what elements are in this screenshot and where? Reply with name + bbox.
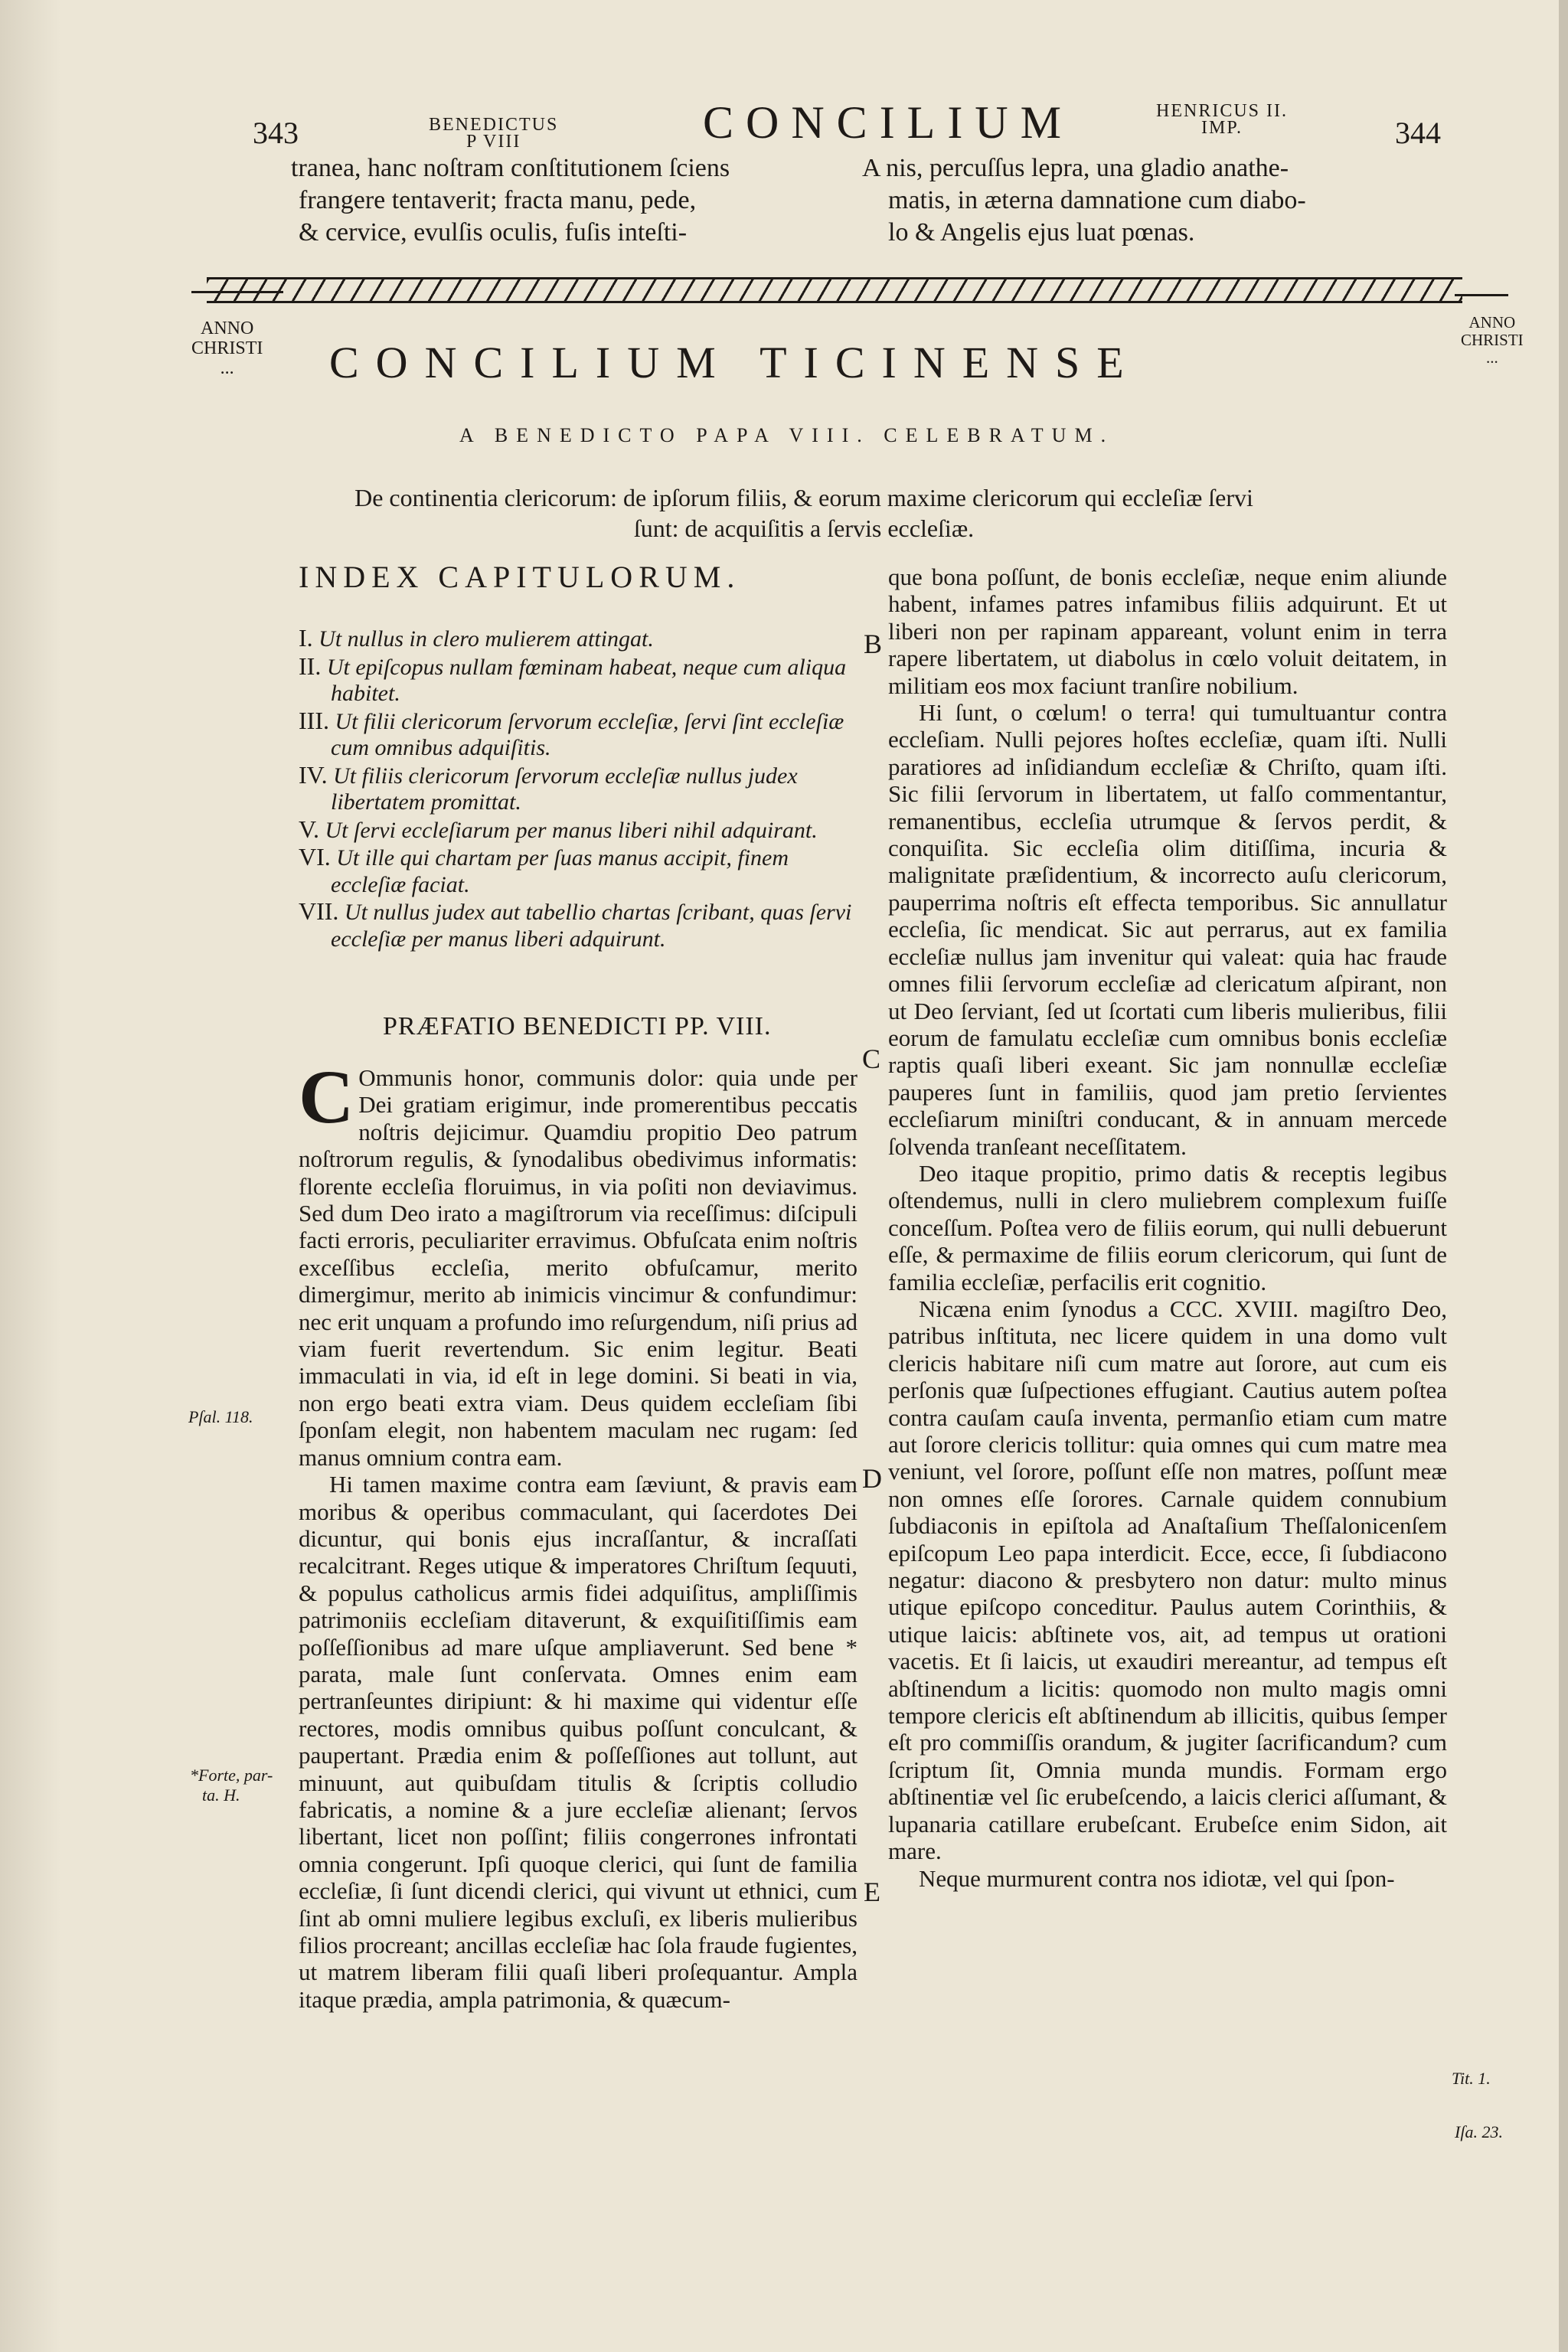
index-list [299,625,858,952]
running-head-left-line2: P VIII [466,132,521,152]
running-head-right-line2: IMP. [1200,118,1243,138]
left-column-text [299,1054,858,2013]
page-number-left: 343 [253,116,299,150]
side-note-right-line2: CHRISTI [1461,331,1524,349]
praefatio-paragraph-1-text: Ommunis honor, communis dolor: quia unde per Dei gratiam erigimur, inde promerentibus peccatis noſtris dejicimur. Quamdiu propitio Deo patrum noſtrorum regulis, & ſynodalibus obedivimus informatis: florente eccleſia floruimus, in via poſiti non deviavimus. Sed dum Deo irato a magiſtrorum via receſſimus: diſcipuli facti erroris, peculiariter erravimus. Obfuſcata enim noſtris exceſſibus eccleſia, merito obfuſcamur, merito dimergimur, merito ab inimicis vincimur & confundimur: nec erit unquam a profundo imo reſurgendum, niſi prius ad viam fuerit revertendum. Sic enim legitur. Beati immaculati in via, id eſt in lege domini. Si beati in via, non ergo beati extra viam. Deus quidem eccleſiam ſibi ſponſam elegit, non habentem maculam nec rugam: ſed manus omnium contra eam. [299,1064,858,1471]
margin-note-isaiah: Iſa. 23. [1455,2122,1503,2141]
section-marker-b: B [864,629,883,659]
section-marker-d: D [862,1463,882,1494]
subtitle: A BENEDICTO PAPA VIII. CELEBRATUM. [459,424,1115,446]
side-note-left-line2: CHRISTI [191,338,263,358]
continuation-left-line-2: frangere tentaverit; fracta manu, pede, [299,186,697,214]
index-item [299,625,858,653]
index-item [299,707,858,762]
margin-note-forte-line2: ta. H. [202,1785,240,1805]
margin-note-forte [190,1766,273,1805]
side-note-left-line1: ANNO [201,318,254,338]
continuation-left-line-3: & cervice, evulſis oculis, fuſis inteſti- [299,218,688,247]
index-item [299,816,858,844]
index-item [299,762,858,816]
margin-note-titus: Tit. 1. [1452,2069,1491,2088]
right-paragraph-2: Hi ſunt, o cœlum! o terra! qui tumultuantur contra eccleſiam. Nulli pejores hoſtes eccleſiæ, quam iſti. Nulli paratiores ad inſidiandum eccleſiæ & Chriſto, quam iſti. Sic filii ſervorum in libertatem, ut falſo commentantur, remanentibus, eccleſia utrumque & ſervos perdit, & conquiſita. Sic eccleſia olim ditiſſima, incuria & malignitate præſidentium, & incorrecto auſu clericorum, pauperrima noſtris eſt effecta temporibus. Sic annullatur eccleſia, ſic mendicat. Sic aut perrarus, aut ex familia eccleſiæ nullus jam invenitur qui valeat: quia hac fraude omnes filii ſervorum eccleſiæ ad clericatum aſpirant, non ut Deo ſerviant, ſed ut ſcortati cum liberis mulieribus, filii eorum de famulatu eccleſiæ cum omnibus bonis eccleſiæ raptis quaſi liberi exeant. Sic jam nonnullæ eccleſiæ pauperes ſunt in familiis, quod jam pretio ſervientes eccleſiarum miniſtri conducant, & in annuam mercede ſolvenda tranſeant neceſſitatem. [888,699,1447,1160]
index-item-number: III. [299,706,329,734]
right-paragraph-5: Neque murmurent contra nos idiotæ, vel qui ſpon- [919,1864,1395,1892]
index-item-text: Ut filii clericorum ſervorum eccleſiæ, ſervi ſint eccleſiæ cum omnibus adquiſitis. [331,708,844,760]
side-note-anno-christi-left [191,318,263,378]
index-heading: INDEX CAPITULORUM. [299,560,741,594]
index-item [299,844,858,898]
index-item-text: Ut nullus in clero mulierem attingat. [318,626,654,652]
index-item-number: VI. [299,843,331,871]
index-item-number: V. [299,815,319,843]
praefatio-paragraph-2: Hi tamen maxime contra eam ſæviunt, & pravis eam moribus & operibus commaculant, qui ſacerdotes Dei dicuntur, qui bonis ejus incraſſantur, & incraſſati recalcitrant. Reges utique & imperatores Chriſtum ſequuti, & populus catholicus armis fidei adquiſitus, ampliſſimis patrimoniis eccleſiam ditaverunt, & exquiſitiſſimis eam poſſeſſionibus ad mare uſque ampliaverunt. Sed bene * parata, male ſunt conſervata. Omnes enim eam pertranſeuntes diripiunt: & hi maxime qui videntur eſſe rectores, modis omnibus quibus poſſunt conculcant, & paupertant. Prædia enim & poſſeſſiones aut tollunt, aut minuunt, aut quibuſdam titulis & ſcriptis colludio fabricatis, a nomine & a jure eccleſiæ alienant; ſervos libertant, licet non poſſint; filiis congerrones infrontati omnia congerunt. Ipſi quoque clerici, qui ſunt de familia eccleſiæ, ſi ſunt dicendi clerici, qui vivunt ut ethnici, cum ſint ab omni muliere legibus excluſi, ex liberis mulieribus filios procreant; ancillas eccleſiæ hac ſola fraude fugientes, ut matrem liberam filii quaſi liberi proſequantur. Ampla itaque prædia, ampla patrimonia, & quæcum- [299,1471,858,2013]
summary: De continentia clericorum: de ipſorum filiis, & eorum maxime clericorum qui eccleſiæ ſervi ſunt: de acquiſitis a ſervis eccleſiæ. [354,484,1253,542]
main-title: CONCILIUM TICINENSE [329,338,1141,387]
index-item-text: Ut ſervi eccleſiarum per manus liberi nihil adquirant. [325,817,818,843]
ornamental-border [207,277,1462,303]
index-item [299,653,858,707]
running-head-left [429,116,558,150]
side-note-right-line1: ANNO [1468,313,1516,332]
right-paragraph-3: Deo itaque propitio, primo datis & receptis legibus oſtendemus, nulli in clero muliebrem complexum fuiſſe conceſſum. Poſtea vero de filiis eorum, qui nulli debuerunt eſſe, & permaxime de filiis eorum clericorum, qui ſunt de familia eccleſiæ, perfacilis erit cognitio. [888,1159,1447,1295]
running-head-title: CONCILIUM [703,97,1073,148]
index-item-number: II. [299,652,322,680]
right-paragraph-4: Nicæna enim ſynodus a CCC. XVIII. magiſtro Deo, patribus inſtituta, nec licere quidem in una domo vult clericis habitare niſi cum matre aut ſorore, aut cum eis perſonis quæ ſuſpectiones effugiant. Cautius autem poſtea contra cauſam cauſa inventa, permanſio etiam cum matre aut ſorore clericis tollitur: quia omnes qui cum matre mea veniunt, vel ſorore, poſſunt eſſe non matres, poſſunt meæ non omnes eſſe ſorores. Carnale quidem connubium ſubdiaconis in epiſtola ad Anaſtaſium Theſſalonicenſem epiſcopum Leo papa interdicit. Ecce, ecce, ſi ſubdiacono negatur: diacono & presbytero non datur: multo minus utique epiſcopo conceditur. Paulus autem Corinthiis, & utique laicis: abſtinete vos, ait, ad tempus ut orationi vacetis. Et ſi laicis, ut exaudiri mereantur, ad tempus eſt abſtinendum a licitis: quomodo non multo magis omni tempore clericis eſt abſtinendum ab illicitis, quibus ſemper eſt pro commiſſis orandum, & jugiter ſacrificandum? cum ſcriptum ſit, Omnia munda mundis. Formam ergo abſtinentiæ vel ſic erubeſcendo, a laicis clerici aſſumant, & lupanaria catillare erubeſcant. Erubeſce enim Sidon, ait mare. [888,1295,1447,1865]
side-note-right-line3: ... [1485,348,1498,367]
side-note-anno-christi-right [1461,314,1524,367]
index-item-number: VII. [299,897,339,925]
running-head-left-line1: BENEDICTUS [429,115,559,135]
continuation-right-line-2: matis, in æterna damnatione cum diabo- [888,186,1306,214]
index-item-number: I. [299,624,313,652]
praefatio-paragraph-1 [299,1054,858,1471]
continuation-right-line-1: A nis, percuſſus lepra, una gladio anathe- [862,154,1289,182]
section-marker-e: E [864,1877,880,1907]
continuation-right-line-3: lo & Angelis ejus luat pœnas. [888,218,1195,247]
praefatio-heading: PRÆFATIO BENEDICTI PP. VIII. [383,1012,772,1040]
index-item-text: Ut epiſcopus nullam fœminam habeat, neque cum aliqua habitet. [326,654,847,706]
page-number-right: 344 [1395,116,1441,150]
index-item-text: Ut filiis clericorum ſervorum eccleſiæ nullus judex libertatem promittat. [331,763,798,815]
running-head-right [1156,103,1288,136]
index-item-number: IV. [299,760,328,789]
ornament-rule-right [1455,294,1508,296]
margin-note-psalm: Pſal. 118. [188,1407,253,1426]
index-item-text: Ut ille qui chartam per ſuas manus accipit, finem eccleſiæ faciat. [331,845,789,897]
section-marker-c: C [862,1044,881,1074]
right-column-text [888,564,1447,1892]
page-edge [1559,0,1568,2352]
right-paragraph-1: que bona poſſunt, de bonis eccleſiæ, neque enim aliunde habent, infames patres infamibus filiis adquirunt. Et ut liberi non per rapinam appareant, volunt enim in terra rapere libertatem, ut diabolus in cœlo voluit deitatem, in militiam eos mox faciunt tranſire nobilium. [888,564,1447,699]
running-head-right-line1: HENRICUS II. [1156,101,1288,121]
continuation-left-line-1: tranea, hanc noſtram conſtitutionem ſciens [291,154,730,182]
index-item-text: Ut nullus judex aut tabellio chartas ſcribant, quas ſervi eccleſiæ per manus liberi adquirunt. [331,900,852,952]
side-note-left-line3: ... [220,358,234,378]
index-item [299,898,858,952]
page-binding-shadow [0,0,61,2352]
margin-note-forte-line1: *Forte, par- [190,1766,273,1785]
drop-cap: C [299,1054,354,1139]
